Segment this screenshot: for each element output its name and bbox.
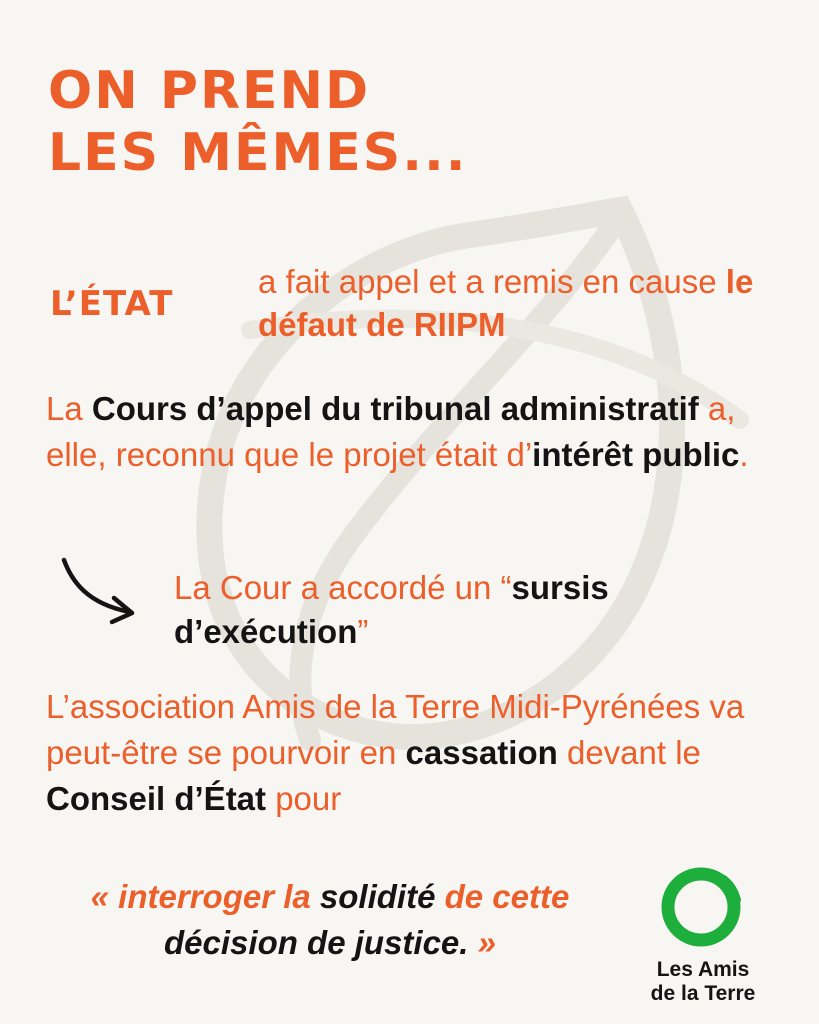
para3-text-1: L’association Amis de la Terre Midi-Pyrénées va peut-être se pourvoir en (46, 688, 745, 771)
para1-period: . (739, 436, 749, 473)
green-ring-icon (658, 864, 744, 950)
para1-court-name: Cours d’appel du tribunal administratif (91, 390, 699, 427)
para2-text-1: La Cour a accordé un “ (174, 569, 512, 606)
para3-cassation: cassation (405, 734, 558, 771)
para1-text-2: a, elle, reconnu que le projet était d’ (46, 390, 736, 473)
logo-text-line-1: Les Amis (656, 958, 750, 981)
para2-sursis: sursis d’exécution (174, 569, 609, 650)
para1-text-1: La (46, 390, 92, 427)
title-line-2: LES MÊMES... (48, 123, 468, 183)
para3-text-3: pour (266, 780, 342, 817)
etat-statement-text: a fait appel et a remis en cause (258, 263, 726, 300)
curved-arrow-icon (58, 552, 142, 626)
title-line-1: ON PREND (48, 61, 371, 121)
etat-statement (258, 260, 778, 346)
para3-conseil-etat: Conseil d’État (46, 780, 267, 817)
quote-text-1: « interroger la (90, 878, 320, 915)
etat-statement-highlight: le défaut de RIIPM (258, 263, 754, 343)
logo-text (628, 958, 778, 1006)
para3-text-2: devant le (557, 734, 701, 771)
court-decision-paragraph (46, 386, 786, 478)
page-title (48, 60, 467, 184)
para1-public-interest: intérêt public (532, 436, 740, 473)
association-paragraph (46, 684, 786, 822)
amis-de-la-terre-logo (628, 864, 778, 1014)
etat-tag: L’ÉTAT (50, 284, 174, 324)
logo-text-line-2: de la Terre (650, 982, 756, 1005)
closing-quote (30, 874, 630, 966)
quote-decision: décision de justice. (164, 924, 469, 961)
para2-close-quote: ” (357, 613, 369, 650)
quote-close: » (468, 924, 496, 961)
stay-of-execution-paragraph (174, 566, 774, 654)
quote-solidite: solidité (319, 878, 436, 915)
quote-text-2: de cette (435, 878, 570, 915)
